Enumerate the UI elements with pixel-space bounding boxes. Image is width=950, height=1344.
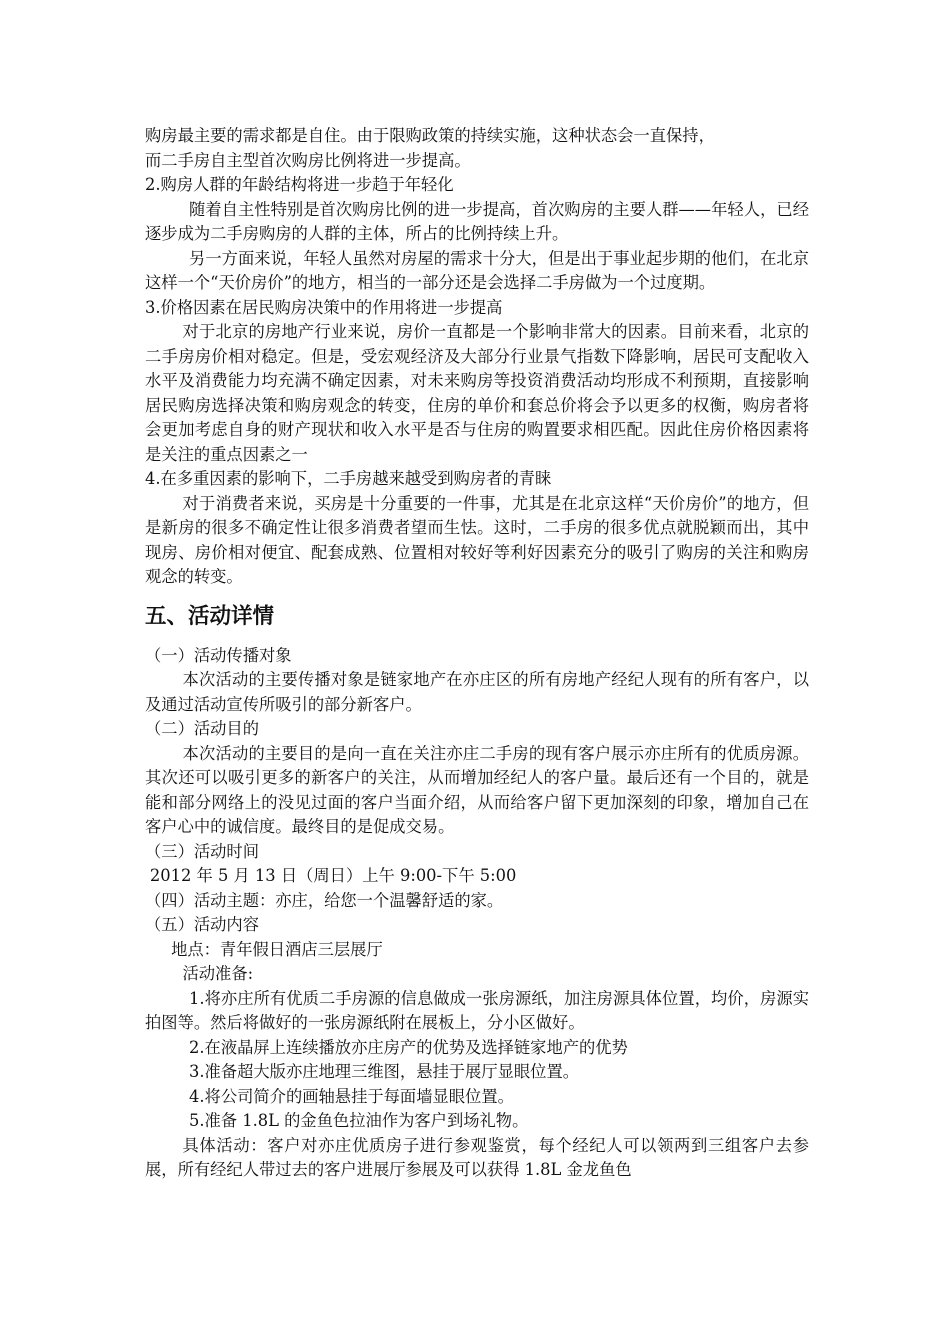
activity-paragraph: 具体活动：客户对亦庄优质房子进行参观鉴赏，每个经纪人可以领两到三组客户去参展，所有经纪人带过去的客户进展厅参展及可以获得 1.8L 金龙鱼色 (145, 1135, 809, 1179)
content-heading: （五）活动内容 (145, 915, 259, 934)
preparation-item-1: 1.将亦庄所有优质二手房源的信息做成一张房源纸，加注房源具体位置，均价，房源实拍图等。然后将做好的一张房源纸附在展板上，分小区做好。 (145, 988, 809, 1032)
section-2-paragraph-2: 另一方面来说，年轻人虽然对房屋的需求十分大，但是出于事业起步期的他们，在北京这样一个“天价房价”的地方，相当的一部分还是会选择二手房做为一个过度期。 (145, 248, 809, 292)
intro-line-2: 而二手房自主型首次购房比例将进一步提高。 (145, 150, 471, 170)
preparation-item-5: 5.准备 1.8L 的金鱼色拉油作为客户到场礼物。 (189, 1111, 529, 1130)
intro-line-1: 购房最主要的需求都是自住。由于限购政策的持续实施，这种状态会一直保持， (145, 126, 715, 145)
document-page (145, 124, 809, 1183)
time-heading: （三）活动时间 (145, 841, 259, 861)
audience-heading: （一）活动传播对象 (145, 645, 292, 665)
section-2-paragraph-1: 随着自主性特别是首次购房比例的进一步提高，首次购房的主要人群——年轻人，已经逐步成为二手房购房的人群的主体，所占的比例持续上升。 (145, 199, 809, 243)
section-4-heading: 4.在多重因素的影响下，二手房越来越受到购房者的青睐 (145, 469, 552, 488)
purpose-heading: （二）活动目的 (145, 719, 259, 738)
preparation-item-2: 2.在液晶屏上连续播放亦庄房产的优势及选择链家地产的优势 (189, 1037, 628, 1057)
preparation-heading: 活动准备: (182, 964, 254, 983)
audience-paragraph: 本次活动的主要传播对象是链家地产在亦庄区的所有房地产经纪人现有的所有客户，以及通过活动宣传所吸引的部分新客户。 (145, 670, 809, 714)
section-3-heading: 3.价格因素在居民购房决策中的作用将进一步提高 (145, 297, 503, 317)
section-3-paragraph-1: 对于北京的房地产行业来说，房价一直都是一个影响非常大的因素。目前来看，北京的二手房房价相对稳定。但是，受宏观经济及大部分行业景气指数下降影响，居民可支配收入水平及消费能力均充满不确定因素，对未来购房等投资消费活动均形成不利预期，直接影响居民购房选择决策和购房观念的转变，住房的单价和套总价将会予以更多的权衡，购房者将会更加考虑自身的财产现状和收入水平是否与住房的购置要求相匹配。因此住房价格因素将是关注的重点因素之一 (145, 322, 809, 464)
preparation-item-3: 3.准备超大版亦庄地理三维图，悬挂于展厅显眼位置。 (189, 1062, 580, 1081)
purpose-paragraph: 本次活动的主要目的是向一直在关注亦庄二手房的现有客户展示亦庄所有的优质房源。其次还可以吸引更多的新客户的关注，从而增加经纪人的客户量。最后还有一个目的，就是能和部分网络上的没见过面的客户当面介绍，从而给客户留下更加深刻的印象，增加自己在客户心中的诚信度。最终目的是促成交易。 (145, 743, 809, 836)
preparation-item-4: 4.将公司简介的画轴悬挂于每面墙显眼位置。 (189, 1086, 514, 1106)
location-line: 地点：青年假日酒店三层展厅 (171, 939, 383, 959)
section-5-title: 五、活动详情 (145, 603, 275, 629)
section-4-paragraph-1: 对于消费者来说，买房是十分重要的一件事，尤其是在北京这样“天价房价”的地方，但是新房的很多不确定性让很多消费者望而生怯。这时，二手房的很多优点就脱颖而出，其中现房、房价相对便宜、配套成熟、位置相对较好等利好因素充分的吸引了购房的关注和购房观念的转变。 (145, 493, 809, 586)
time-text: 2012 年 5 月 13 日（周日）上午 9:00-下午 5:00 (149, 866, 517, 885)
section-2-heading: 2.购房人群的年龄结构将进一步趋于年轻化 (145, 175, 454, 194)
theme-line: （四）活动主题：亦庄，给您一个温馨舒适的家。 (145, 890, 504, 910)
